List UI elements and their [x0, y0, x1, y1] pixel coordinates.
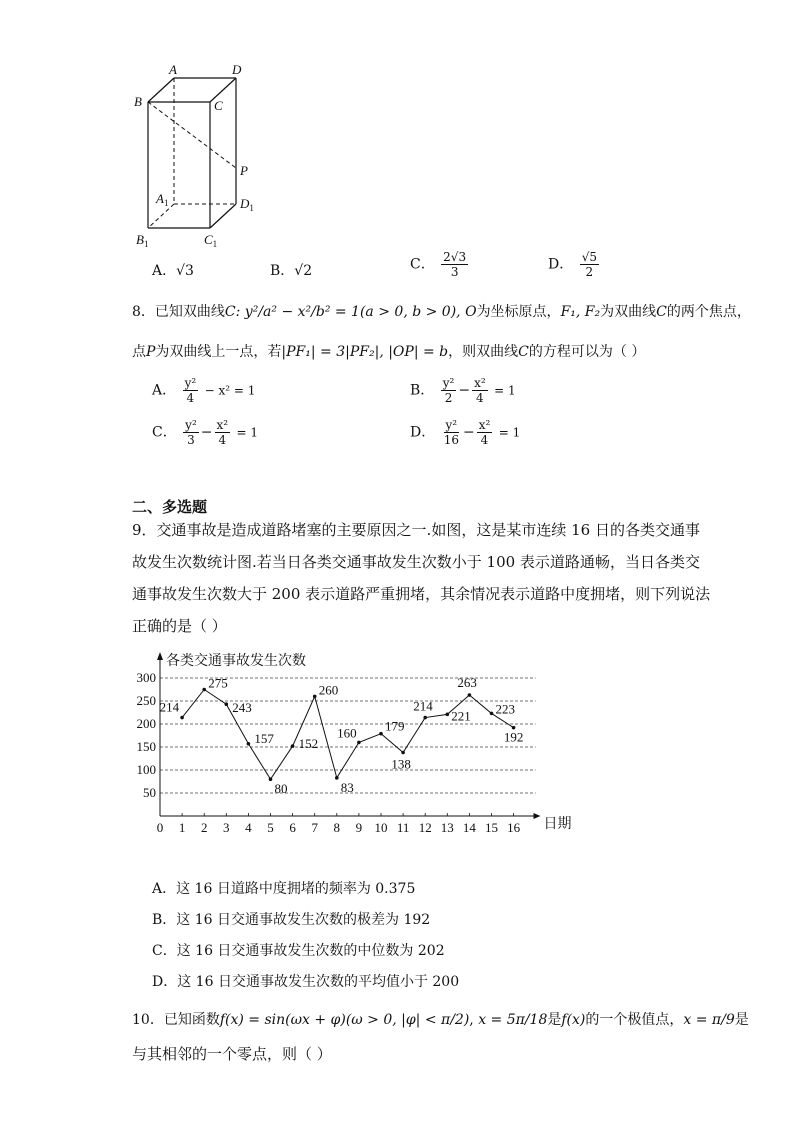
q7-option-a[interactable]: A．√3 [152, 263, 194, 279]
y-axis-arrow [157, 652, 163, 660]
edge-C1D1 [210, 204, 236, 228]
y-tick-label-200: 200 [136, 716, 156, 731]
label-C1: $C_1$ [204, 232, 218, 249]
q7-option-d[interactable]: D． $\frac{√5}{2}$ [548, 250, 597, 279]
label-P: P [240, 163, 248, 178]
data-label-11: 138 [391, 756, 411, 772]
data-label-10: 179 [385, 718, 405, 734]
data-point-14 [468, 693, 472, 697]
data-point-7 [313, 695, 317, 699]
x-tick-label-8: 8 [333, 820, 341, 835]
data-point-11 [401, 751, 405, 755]
label-B: B [134, 94, 142, 109]
x-tick-label-4: 4 [245, 820, 252, 835]
data-point-13 [446, 713, 450, 717]
q10-line-1: 10．已知函数f(x) = sin(ωx + φ)(ω > 0, |φ| < π/2), x = 5π/18是f(x)的一个极值点，x = π/9是 [132, 1012, 749, 1028]
q9-line-3: 通事故发生次数大于 200 表示道路严重拥堵，其余情况表示道路中度拥堵，则下列说法 [132, 585, 711, 603]
q9-option-c[interactable]: C．这 16 日交通事故发生次数的中位数为 202 [152, 943, 445, 959]
data-point-1 [180, 716, 184, 720]
data-point-12 [423, 716, 427, 720]
x-tick-label-7: 7 [311, 820, 318, 835]
x-axis-label: 日期 [543, 817, 572, 832]
data-label-4: 157 [254, 730, 274, 746]
x-tick-label-2: 2 [200, 820, 208, 835]
data-label-5: 80 [274, 781, 288, 797]
q9-option-a[interactable]: A．这 16 日道路中度拥堵的频率为 0.375 [152, 881, 416, 897]
q9-option-b[interactable]: B．这 16 日交通事故发生次数的极差为 192 [152, 912, 431, 928]
x-tick-label-16: 16 [507, 820, 521, 835]
x-tick-label-5: 5 [267, 820, 274, 835]
y-tick-label-250: 250 [136, 693, 156, 708]
edge-A1B1-hidden [148, 204, 174, 228]
x-tick-label-9: 9 [355, 820, 363, 835]
q7-option-c-fraction: $\frac{2√3}{3}$ [443, 250, 467, 279]
y-tick-label-300: 300 [136, 670, 156, 685]
data-point-10 [379, 732, 383, 736]
x-axis-arrow [533, 813, 540, 819]
data-point-9 [357, 741, 361, 745]
segment-BP [148, 102, 236, 168]
data-point-8 [335, 776, 339, 780]
data-label-9: 160 [337, 725, 357, 741]
data-label-7: 260 [318, 682, 339, 698]
x-tick-label-3: 3 [223, 820, 230, 835]
data-point-15 [490, 712, 494, 716]
data-label-12: 214 [413, 698, 433, 714]
cuboid-figure [130, 60, 270, 250]
edge-BA [148, 78, 174, 102]
q10-line-2: 与其相邻的一个零点，则（ ） [132, 1045, 332, 1063]
chart-title: 各类交通事故发生次数 [166, 654, 306, 669]
data-label-16: 192 [503, 729, 524, 745]
y-tick-label-100: 100 [136, 762, 156, 777]
x-tick-label-12: 12 [418, 820, 432, 835]
data-label-14: 263 [457, 675, 477, 691]
q7-option-d-fraction: $\frac{√5}{2}$ [581, 250, 597, 279]
x-tick-label-13: 13 [440, 820, 454, 835]
x-tick-label-11: 11 [396, 820, 410, 835]
q8-line-2: 点P为双曲线上一点，若|PF₁| = 3|PF₂|, |OP| = b，则双曲线C的方程可以为（ ） [132, 344, 646, 360]
data-label-1: 214 [159, 699, 180, 715]
y-tick-label-50: 50 [143, 785, 156, 800]
data-point-4 [247, 742, 251, 746]
x-tick-label-1: 1 [178, 820, 186, 835]
x-tick-label-14: 14 [462, 820, 476, 835]
data-point-6 [291, 744, 295, 748]
q9-line-4: 正确的是（ ） [132, 617, 227, 635]
data-label-2: 275 [208, 675, 228, 691]
q8-line-1: 8．已知双曲线C: y²/a² − x²/b² = 1(a > 0, b > 0), O为坐标原点，F₁, F₂为双曲线C的两个焦点， [132, 304, 751, 320]
q7-option-a-value: √3 [176, 263, 194, 279]
q7-option-b-value: √2 [294, 263, 313, 279]
x-tick-label-15: 15 [485, 820, 498, 835]
q8-option-b[interactable]: B． $\frac{\text{y²}}{2}$ − $\frac{\text{x²}}{4}$ = 1 [410, 376, 516, 405]
q8-option-c[interactable]: C． $\frac{\text{y²}}{3}$ − $\frac{\text{x²}}{4}$ = 1 [152, 418, 259, 447]
traffic-accident-chart [128, 648, 598, 866]
label-B1: $B_1$ [136, 232, 149, 249]
label-C: C [214, 98, 223, 113]
q7-option-c[interactable]: C． $\frac{2√3}{3}$ [410, 250, 467, 279]
data-label-6: 152 [298, 736, 319, 752]
q9-option-d[interactable]: D．这 16 日交通事故发生次数的平均值小于 200 [152, 974, 460, 990]
q8-option-a[interactable]: A． $\frac{\text{y²}}{4}$ − x² = 1 [152, 376, 256, 405]
section-title: 二、多选题 [132, 498, 208, 516]
x-tick-label-0: 0 [156, 820, 164, 835]
q7-option-b[interactable]: B．√2 [270, 263, 313, 279]
q9-line-2: 故发生次数统计图.若当日各类交通事故发生次数小于 100 表示道路通畅，当日各类交 [132, 553, 700, 571]
data-point-5 [269, 777, 273, 781]
label-D1: $D_1$ [240, 196, 254, 213]
q8-option-d[interactable]: D． $\frac{\text{y²}}{16}$ − $\frac{\text{x²}}{4}$ = 1 [410, 418, 521, 447]
label-A1: $A_1$ [156, 191, 169, 208]
label-D: D [232, 62, 242, 77]
data-label-3: 243 [232, 700, 252, 716]
y-tick-label-150: 150 [136, 739, 156, 754]
data-label-15: 223 [495, 701, 515, 717]
x-tick-label-10: 10 [374, 820, 388, 835]
label-A: A [169, 62, 177, 77]
data-label-13: 221 [451, 708, 471, 724]
q9-line-1: 9．交通事故是造成道路堵塞的主要原因之一.如图，这是某市连续 16 日的各类交通事 [132, 521, 700, 539]
x-tick-label-6: 6 [289, 820, 296, 835]
data-label-8: 83 [340, 779, 354, 795]
data-point-3 [225, 702, 229, 706]
data-point-2 [202, 688, 206, 692]
